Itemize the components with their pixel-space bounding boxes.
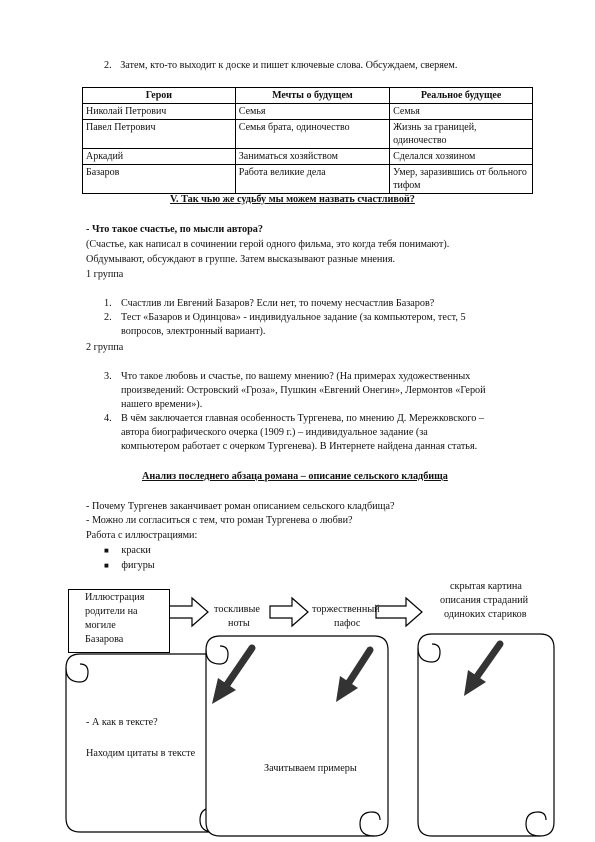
list-item-text: вопросов, электронный вариант). xyxy=(121,326,266,337)
arrow-label: торжественный xyxy=(312,604,380,615)
table-cell: Аркадий xyxy=(83,149,236,165)
table-cell: Базаров xyxy=(83,165,236,194)
list-item-text: Что такое любовь и счастье, по вашему мнению? (На примерах художественных xyxy=(121,371,471,382)
intro-item-number: 2. xyxy=(104,60,112,71)
section-note: (Счастье, как написал в сочинении герой одного фильма, это когда тебя понимают). xyxy=(86,239,450,250)
list-item-text: Тест «Базаров и Одинцова» - индивидуальное задание (за компьютером, тест, 5 xyxy=(121,312,466,323)
table-cell: Семья xyxy=(390,104,533,120)
table-cell: Николай Петрович xyxy=(83,104,236,120)
scroll-text: - А как в тексте? xyxy=(86,717,158,728)
table-header-cell: Реальное будущее xyxy=(390,88,533,104)
group-label: 1 группа xyxy=(86,269,124,280)
illustration-line: могиле xyxy=(85,620,116,631)
illustration-line: Иллюстрация xyxy=(85,592,145,603)
list-item-text: автора биографического очерка (1909 г.) – индивидуальное задание (за xyxy=(121,427,428,438)
list-number: 1. xyxy=(104,298,112,309)
table-cell: Умер, заразившись от больного тифом xyxy=(390,165,533,194)
section-note: Обдумывают, обсуждают в группе. Затем высказывают разные мнения. xyxy=(86,254,396,265)
scroll-shape xyxy=(66,654,228,832)
table-cell: Сделался хозяином xyxy=(390,149,533,165)
arrow-label: пафос xyxy=(334,618,361,629)
group-label: 2 группа xyxy=(86,342,124,353)
section-title: V. Так чью же судьбу мы можем назвать счастливой? xyxy=(170,194,415,205)
table-header-cell: Герои xyxy=(83,88,236,104)
bullet-icon: ■ xyxy=(104,546,109,555)
block-arrow xyxy=(270,598,308,626)
list-item-text: компьютером работает с очерком Тургенева). В Интернете найдена данная статья. xyxy=(121,441,478,452)
arrow-label: тоскливые xyxy=(214,604,260,615)
list-number: 2. xyxy=(104,312,112,323)
illustration-line: Базарова xyxy=(85,634,124,645)
arrow-label: одиноких стариков xyxy=(444,609,527,620)
arrow-label: скрытая картина xyxy=(450,581,522,592)
table-cell: Павел Петрович xyxy=(83,120,236,149)
bullet-text: краски xyxy=(121,545,151,556)
scroll-text: Зачитываем примеры xyxy=(264,763,357,774)
list-item-text: В чём заключается главная особенность Тургенева, по мнению Д. Мережковского – xyxy=(121,413,484,424)
list-item-text: произведений: Островский «Гроза», Пушкин «Евгений Онегин», Лермонтов «Герой xyxy=(121,385,486,396)
list-item-text: Счастлив ли Евгений Базаров? Если нет, то почему несчастлив Базаров? xyxy=(121,298,435,309)
list-number: 4. xyxy=(104,413,112,424)
bullet-text: фигуры xyxy=(121,560,155,571)
block-arrow xyxy=(168,598,208,626)
bullet-icon: ■ xyxy=(104,561,109,570)
arrow-label: ноты xyxy=(228,618,250,629)
list-number: 3. xyxy=(104,371,112,382)
table-cell: Семья xyxy=(235,104,389,120)
analysis-question: - Почему Тургенев заканчивает роман описанием сельского кладбища? xyxy=(86,501,395,512)
work-label: Работа с иллюстрациями: xyxy=(86,530,198,541)
block-arrow xyxy=(376,598,422,626)
table-cell: Работа великие дела xyxy=(235,165,389,194)
illustration-box xyxy=(68,589,170,653)
analysis-title: Анализ последнего абзаца романа – описание сельского кладбища xyxy=(142,471,448,482)
table-cell: Заниматься хозяйством xyxy=(235,149,389,165)
scroll-text: Находим цитаты в тексте xyxy=(86,748,196,759)
analysis-question: - Можно ли согласиться с тем, что роман Тургенева о любви? xyxy=(86,515,353,526)
section-question: - Что такое счастье, по мысли автора? xyxy=(86,224,263,235)
illustration-line: родители на xyxy=(85,606,138,617)
list-item-text: нашего времени»). xyxy=(121,399,203,410)
table-header-cell: Мечты о будущем xyxy=(235,88,389,104)
intro-item-text: Затем, кто-то выходит к доске и пишет ключевые слова. Обсуждаем, сверяем. xyxy=(120,60,458,71)
arrow-label: описания страданий xyxy=(440,595,529,606)
table-cell: Жизнь за границей, одиночество xyxy=(390,120,533,149)
table-cell: Семья брата, одиночество xyxy=(235,120,389,149)
